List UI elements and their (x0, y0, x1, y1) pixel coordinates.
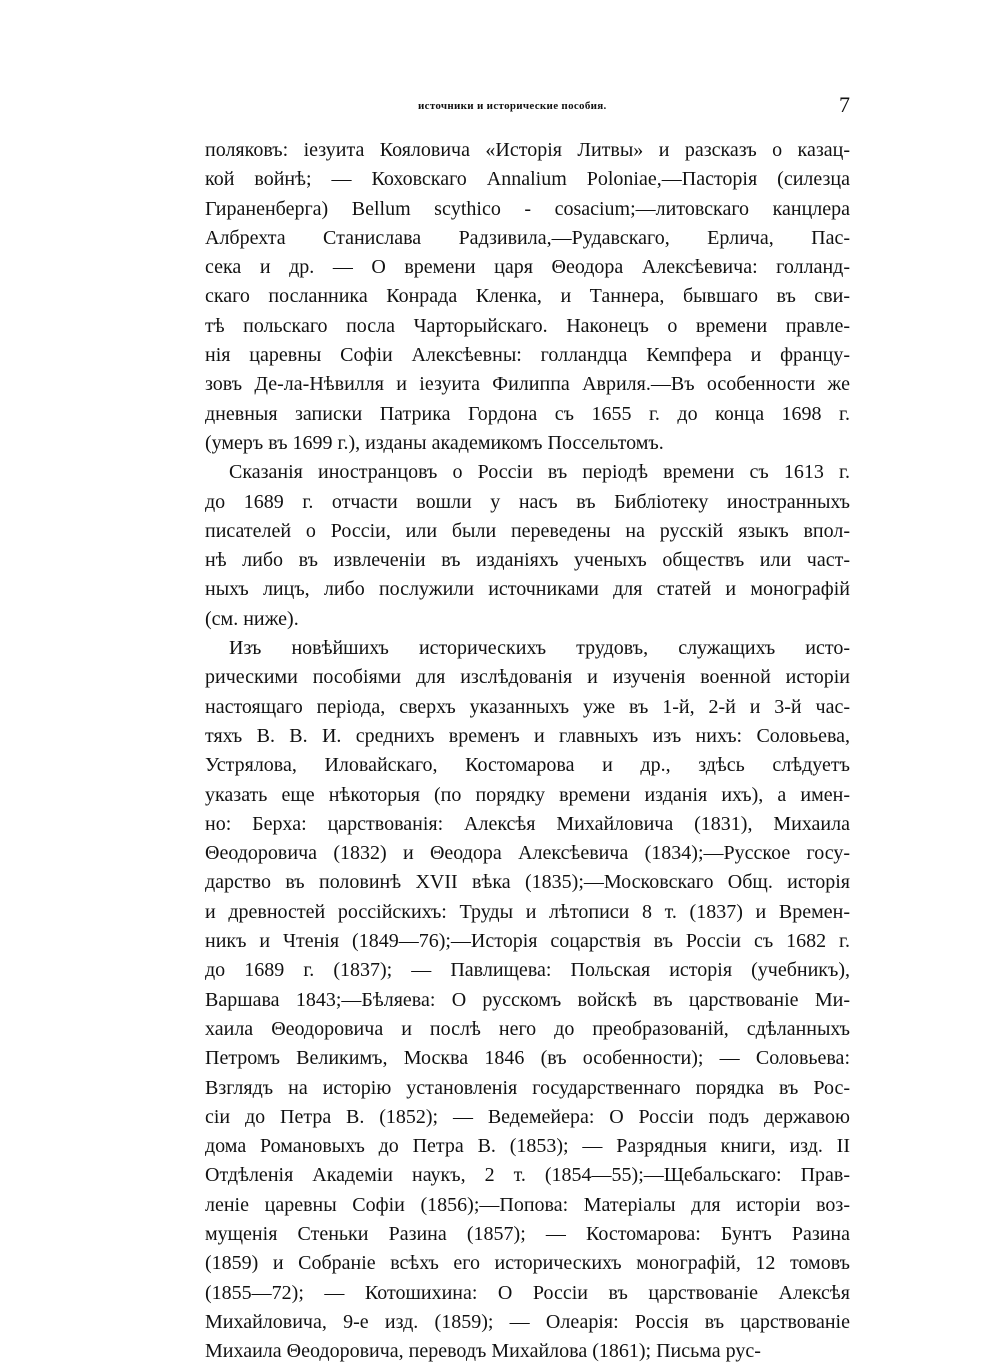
text-line: Варшава 1843;—Бѣляева: О русскомъ войскѣ въ царствованіе Ми- (205, 988, 850, 1011)
text-line: Отдѣленія Академіи наукъ, 2 т. (1854—55);—Щебальскаго: Прав- (205, 1164, 850, 1187)
text-line: ныхъ лицъ, либо послужили источниками для статей и монографій (205, 578, 850, 601)
text-line: (1855—72); — Котошихина: О Россіи въ царствованіе Алексѣя (205, 1281, 850, 1304)
text-line: до 1689 г. (1837); — Павлищева: Польская исторія (учебникъ), (205, 959, 850, 982)
text-line: указать еще нѣкоторыя (по порядку времени изданія ихъ), а имен- (205, 783, 850, 806)
text-line: поляковъ: іезуита Кояловича «Исторія Литвы» и разсказъ о казац- (205, 139, 850, 161)
text-line: нѣ либо въ извлеченіи въ изданіяхъ ученыхъ обществъ или част- (205, 549, 850, 572)
text-line: (см. ниже). (205, 607, 299, 630)
text-line: Петромъ Великимъ, Москва 1846 (въ особенности); — Соловьева: (205, 1047, 850, 1070)
paragraph-2 (205, 458, 850, 634)
running-head (205, 92, 850, 120)
text-line: тѣ польскаго посла Чарторыйскаго. Наконецъ о времени правле- (205, 314, 850, 337)
text-line: и древностей россійскихъ: Труды и лѣтописи 8 т. (1837) и Времен- (205, 900, 850, 923)
text-line: сека и др. — О времени царя Θеодора Алексѣевича: голланд- (205, 256, 850, 279)
page-number: 7 (839, 92, 850, 117)
running-title: источники и исторические пособия. (418, 100, 607, 112)
text-line: зовъ Де-ла-Нѣвилля и іезуита Филиппа Авриля.—Въ особенности же (205, 373, 850, 396)
text-line: дневныя записки Патрика Гордона съ 1655 г. до конца 1698 г. (205, 402, 850, 425)
text-line: Гираненберга) Bellum scythico - cosacium;—литовскаго канцлера (205, 197, 850, 220)
text-line: дарство въ половинѣ XVII вѣка (1835);—Московскаго Общ. исторія (205, 871, 850, 894)
text-line: рическими пособіями для изслѣдованія и изученія военной исторіи (205, 666, 850, 689)
text-line: Михайловича, 9-е изд. (1859); — Олеарія: Россія въ царствованіе (205, 1310, 850, 1333)
text-line: никъ и Чтенія (1849—76);—Исторія соцарствія въ Россіи съ 1682 г. (205, 930, 850, 953)
text-line: скаго посланника Конрада Кленка, и Таннера, бывшаго въ сви- (205, 285, 850, 308)
text-line: Изъ новѣйшихъ историческихъ трудовъ, служащихъ исто- (229, 637, 850, 660)
text-line: дома Романовыхъ до Петра В. (1853); — Разрядныя книги, изд. II (205, 1135, 850, 1158)
paragraph-3 (205, 634, 850, 1366)
text-line: Михаила Θеодоровича, переводъ Михайлова (1861); Письма рус- (205, 1340, 761, 1363)
text-line: до 1689 г. отчасти вошли у насъ въ Библіотеку иностранныхъ (205, 490, 850, 513)
text-line: мущенія Стеньки Разина (1857); — Костомарова: Бунтъ Разина (205, 1222, 850, 1245)
text-line: (умеръ въ 1699 г.), изданы академикомъ Поссельтомъ. (205, 431, 664, 454)
text-line: сіи до Петра В. (1852); — Ведемейера: О Россіи подъ державою (205, 1105, 850, 1128)
text-line: но: Берха: царствованія: Алексѣя Михайловича (1831), Михаила (205, 812, 850, 835)
text-line: Устрялова, Иловайскаго, Костомарова и др., здѣсь слѣдуетъ (205, 754, 850, 777)
text-line: леніе царевны Софіи (1856);—Попова: Матеріалы для исторіи воз- (205, 1193, 850, 1216)
text-line: тяхъ В. В. И. среднихъ временъ и главныхъ изъ нихъ: Соловьева, (205, 724, 850, 747)
text-line: Албрехта Станислава Радзивила,—Рудавскаго, Ерлича, Пас- (205, 226, 850, 249)
text-line: нія царевны Софіи Алексѣевны: голландца Кемпфера и францу- (205, 344, 850, 367)
text-line: Взглядъ на исторію установленія государственнаго порядка въ Рос- (205, 1076, 850, 1099)
text-line: Θеодоровича (1832) и Θеодора Алексѣевича (1834);—Русское госу- (205, 842, 850, 865)
body-text (205, 136, 850, 1366)
text-line: Сказанія иностранцовъ о Россіи въ періодѣ времени съ 1613 г. (229, 461, 850, 484)
paragraph-1 (205, 136, 850, 458)
text-line: хаила Θеодоровича и послѣ него до преобразованій, сдѣланныхъ (205, 1017, 850, 1040)
text-line: писателей о Россіи, или были переведены на русскій языкъ впол- (205, 519, 850, 542)
text-line: (1859) и Собраніе всѣхъ его историческихъ монографій, 12 томовъ (205, 1252, 850, 1275)
text-line: настоящаго періода, сверхъ указанныхъ уже въ 1-й, 2-й и 3-й час- (205, 695, 850, 718)
text-line: кой войнѣ; — Коховскаго Annalium Poloniae,—Пасторія (силезца (205, 168, 850, 191)
